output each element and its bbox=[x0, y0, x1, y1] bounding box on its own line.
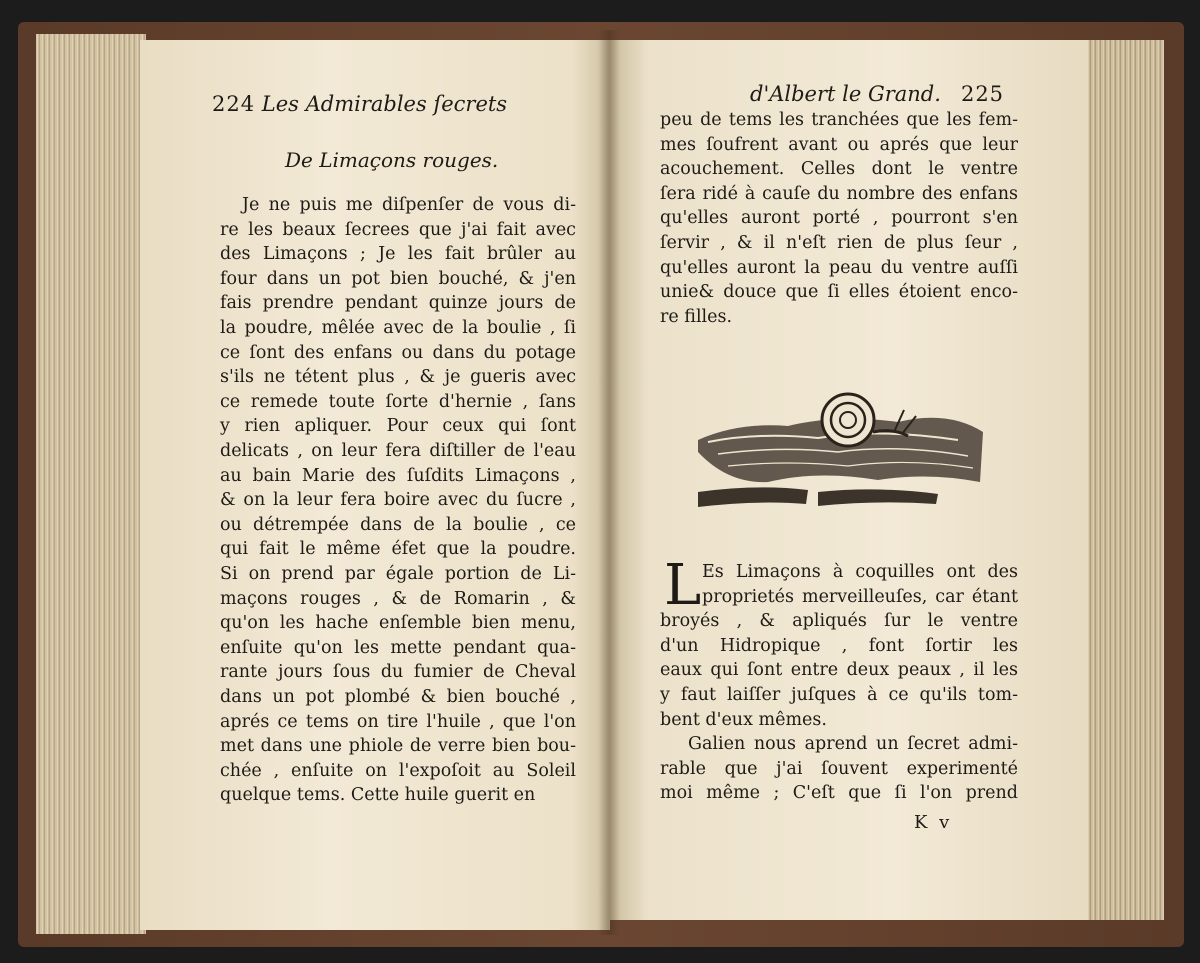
left-page-number: 224 bbox=[212, 92, 256, 116]
text-line: dans un pot plombé & bien bouché , bbox=[220, 687, 576, 707]
text-line: moi même ; C'eſt que ſi l'on prend bbox=[660, 783, 1018, 804]
book-gutter bbox=[598, 30, 620, 935]
text-line: ſera ridé à cauſe du nombre des enfans bbox=[660, 183, 1018, 204]
text-line: ſervir , & il n'eſt rien de plus ſeur , bbox=[660, 233, 1018, 253]
left-page bbox=[140, 40, 610, 930]
text-line: au bain Marie des ſuſdits Limaçons , bbox=[220, 465, 576, 486]
text-line: ce remede toute ſorte d'hernie , ſans bbox=[220, 391, 576, 412]
section-title: De Limaçons rouges. bbox=[285, 148, 499, 172]
signature-mark: K v bbox=[914, 812, 953, 833]
drop-cap: L bbox=[664, 553, 702, 618]
snail-woodcut-illustration bbox=[698, 392, 988, 522]
text-line: qui fait le même éfet que la poudre. bbox=[220, 539, 576, 560]
left-running-head bbox=[212, 92, 507, 116]
text-line: d'un Hidropique , font ſortir les bbox=[660, 635, 1018, 656]
text-line: qu'on les hache enſemble bien menu, bbox=[220, 613, 576, 634]
text-line: delicats , on leur fera diſtiller de l'eau bbox=[220, 441, 576, 461]
text-line: unie& douce que ſi elles étoient enco- bbox=[660, 282, 1018, 303]
text-line: Es Limaçons à coquilles ont des bbox=[702, 562, 1018, 582]
text-line: met dans une phiole de verre bien bou- bbox=[220, 736, 576, 757]
page-edges-left bbox=[36, 34, 146, 934]
text-line: rable que j'ai ſouvent experimenté bbox=[660, 758, 1018, 779]
text-line: broyés , & apliqués ſur le ventre bbox=[660, 611, 1018, 632]
text-line: & on la leur fera boire avec du ſucre , bbox=[220, 490, 576, 511]
left-running-head-text: Les Admirables ſecrets bbox=[261, 92, 508, 116]
text-line: re filles. bbox=[660, 306, 733, 327]
text-line: Si on prend par égale portion de Li- bbox=[220, 564, 576, 584]
text-line: Galien nous aprend un ſecret admi- bbox=[688, 734, 1018, 755]
text-line: ou détrempée dans de la boulie , ce bbox=[220, 514, 576, 535]
text-line: la poudre, mêlée avec de la boulie , ſi bbox=[220, 318, 576, 338]
text-line: peu de tems les tranchées que les fem- bbox=[660, 110, 1018, 130]
text-line: Je ne puis me diſpenſer de vous di- bbox=[242, 195, 576, 215]
right-running-head bbox=[750, 82, 1004, 106]
text-line: re les beaux ſecrees que j'ai fait avec bbox=[220, 219, 576, 240]
text-line: s'ils ne tétent plus , & je gueris avec bbox=[220, 367, 576, 388]
text-line: fais prendre pendant quinze jours de bbox=[220, 293, 576, 314]
text-line: enſuite qu'on les mette pendant qua- bbox=[220, 637, 576, 658]
page-edges-right bbox=[1082, 40, 1164, 920]
text-line: bent d'eux mêmes. bbox=[660, 709, 827, 730]
text-line: rante jours ſous du fumier de Cheval bbox=[220, 662, 576, 683]
text-line: ce ſont des enfans ou dans du potage bbox=[220, 342, 576, 363]
text-line: y rien apliquer. Pour ceux qui ſont bbox=[220, 416, 576, 437]
right-running-head-text: d'Albert le Grand. bbox=[750, 82, 941, 106]
text-line: four dans un pot bien bouché, & j'en bbox=[220, 268, 576, 289]
text-line: des Limaçons ; Je les fait brûler au bbox=[220, 244, 576, 265]
text-line: qu'elles auront porté , pourront s'en bbox=[660, 208, 1018, 229]
text-line: chée , enſuite on l'expoſoit au Soleil bbox=[220, 760, 576, 781]
text-line: acouchement. Celles dont le ventre bbox=[660, 159, 1018, 180]
right-page-number: 225 bbox=[960, 82, 1005, 106]
text-line: proprietés merveilleuſes, car étant bbox=[702, 586, 1018, 607]
text-line: y faut laiſſer juſques à ce qu'ils tom- bbox=[660, 685, 1018, 705]
text-line: mes ſoufrent avant ou aprés que leur bbox=[660, 134, 1018, 155]
text-line: aprés ce tems on tire l'huile , que l'on bbox=[220, 711, 576, 732]
text-line: eaux qui ſont entre deux peaux , il les bbox=[660, 660, 1018, 681]
text-line: maçons rouges , & de Romarin , & bbox=[220, 588, 576, 609]
text-line: qu'elles auront la peau du ventre auſſi bbox=[660, 257, 1018, 278]
right-page bbox=[610, 40, 1088, 920]
text-line: quelque tems. Cette huile guerit en bbox=[220, 785, 536, 806]
